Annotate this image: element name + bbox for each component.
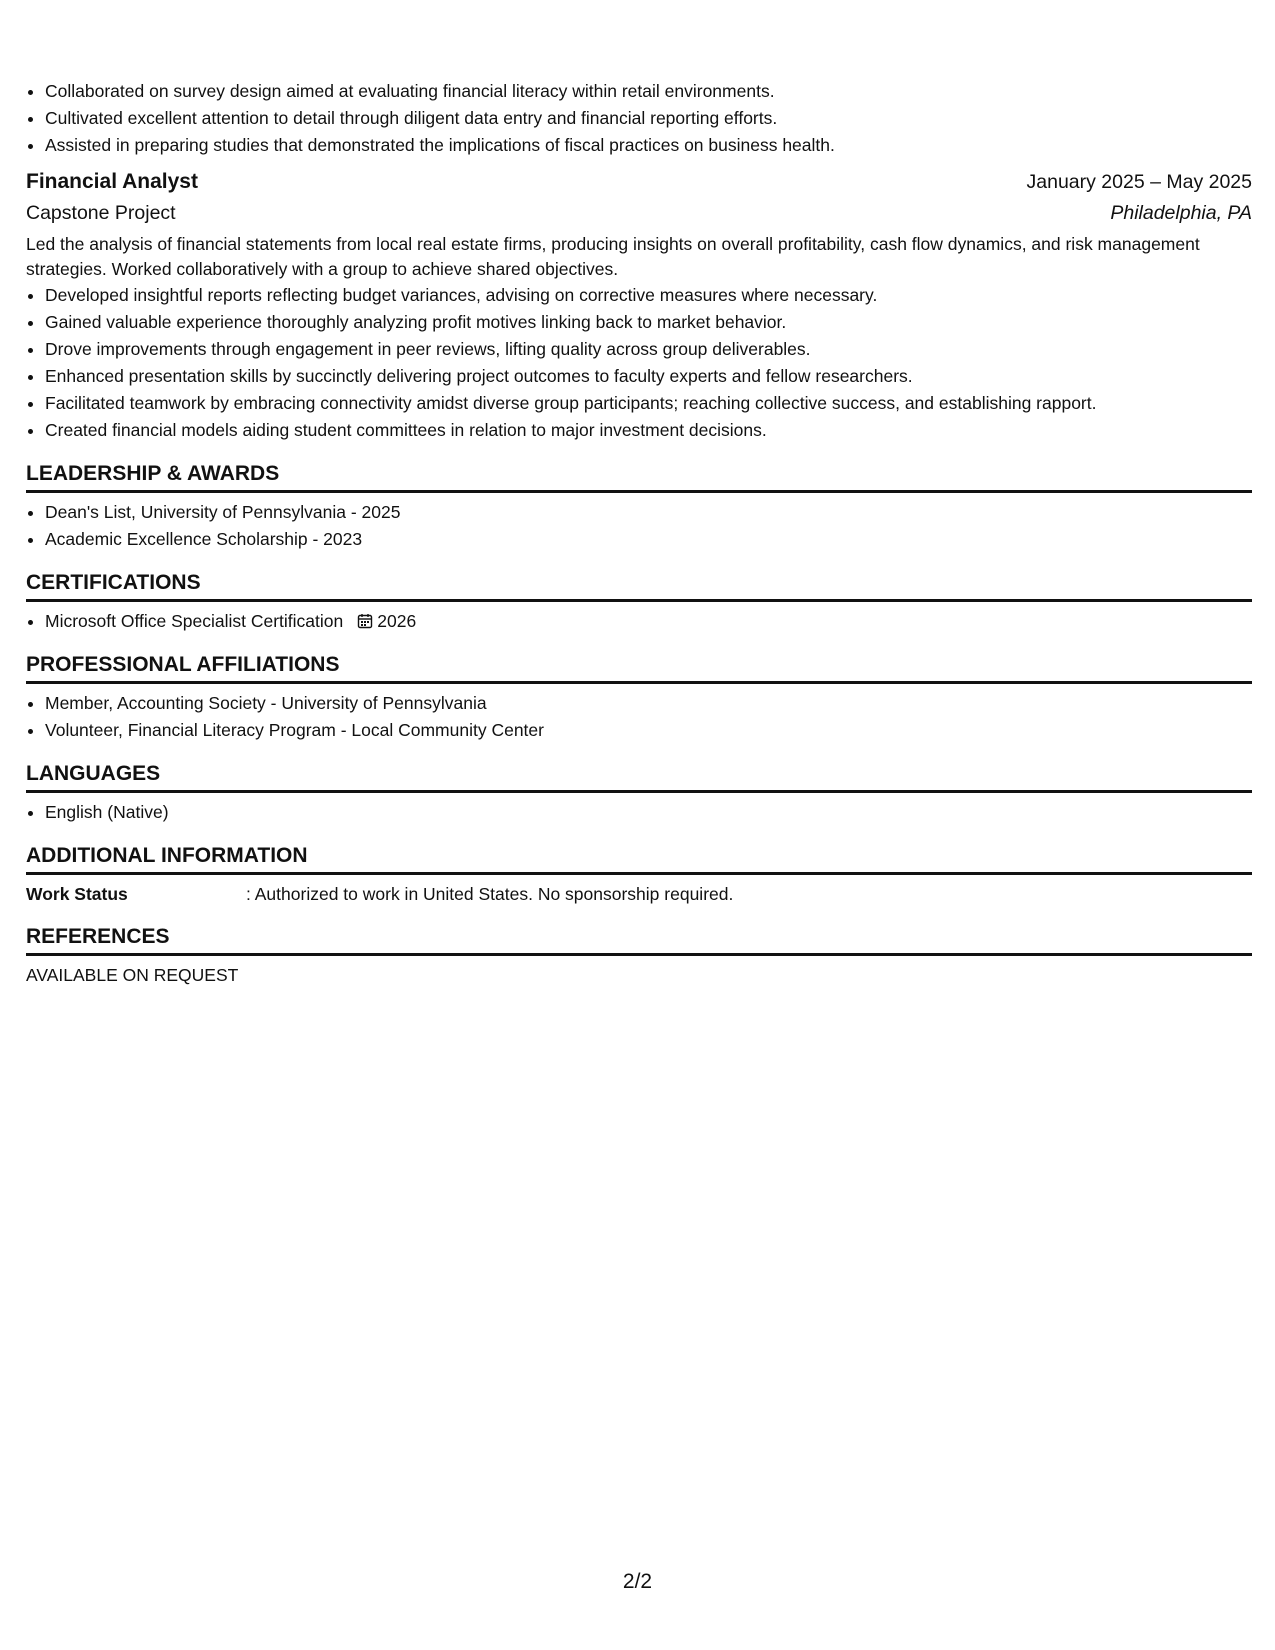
section-heading: LANGUAGES: [26, 762, 1252, 793]
list-item: [45, 608, 1252, 635]
section-heading: PROFESSIONAL AFFILIATIONS: [26, 653, 1252, 684]
section-heading: ADDITIONAL INFORMATION: [26, 844, 1252, 875]
languages-section: [26, 762, 1252, 826]
job-bullet-list: [26, 282, 1252, 444]
references-section: [26, 925, 1252, 988]
list-item: • Developed insightful reports reflecting budget variances, advising on corrective measures where necessary.: [45, 282, 1252, 309]
list-item: • Academic Excellence Scholarship - 2023: [45, 526, 1252, 553]
references-text: AVAILABLE ON REQUEST: [26, 965, 239, 985]
list-item: • Member, Accounting Society - University of Pennsylvania: [45, 690, 1252, 717]
list-item: • Assisted in preparing studies that demonstrated the implications of fiscal practices on business health.: [45, 132, 1252, 159]
certification-name: Microsoft Office Specialist Certification: [45, 611, 344, 631]
list-item: • Collaborated on survey design aimed at evaluating financial literacy within retail environments.: [45, 78, 1252, 105]
list-item: • Gained valuable experience thoroughly analyzing profit motives linking back to market behavior.: [45, 309, 1252, 336]
section-heading: REFERENCES: [26, 925, 1252, 956]
page-number: 2/2: [622, 1570, 653, 1593]
list-item: • Created financial models aiding student committees in relation to major investment decisions.: [45, 417, 1252, 444]
section-heading: LEADERSHIP & AWARDS: [26, 462, 1252, 493]
job-title: Financial Analyst: [26, 170, 198, 193]
info-row: [26, 881, 1252, 907]
list-item: • Facilitated teamwork by embracing connectivity amidst diverse group participants; reaching collective success, and establishing rapport.: [45, 390, 1252, 417]
job-location: Philadelphia, PA: [1110, 202, 1252, 224]
info-value: : Authorized to work in United States. No sponsorship required.: [246, 884, 734, 904]
intro-bullet-list: [26, 78, 1252, 159]
additional-info-section: [26, 844, 1252, 907]
list-item: • Enhanced presentation skills by succinctly delivering project outcomes to faculty experts and fellow researchers.: [45, 363, 1252, 390]
section-heading: CERTIFICATIONS: [26, 571, 1252, 602]
list-item: • Volunteer, Financial Literacy Program - Local Community Center: [45, 717, 1252, 744]
calendar-icon: [357, 613, 373, 629]
affiliations-section: [26, 653, 1252, 744]
leadership-section: [26, 462, 1252, 553]
list-item: • Dean's List, University of Pennsylvania - 2025: [45, 499, 1252, 526]
job-dates: January 2025 – May 2025: [1026, 171, 1252, 193]
list-item: • Drove improvements through engagement in peer reviews, lifting quality across group deliverables.: [45, 336, 1252, 363]
list-item: • English (Native): [45, 799, 1252, 826]
job-organization: Capstone Project: [26, 202, 176, 224]
job-entry: [26, 167, 1252, 444]
job-description: Led the analysis of financial statements from local real estate firms, producing insights on overall profitability, cash flow dynamics, and risk management strategies. Worked collaboratively with a group to achieve shared objectives.: [26, 234, 1200, 279]
certifications-section: [26, 571, 1252, 635]
certification-year: 2026: [377, 611, 417, 631]
info-label: Work Status: [26, 884, 128, 904]
resume-page: [26, 78, 1252, 988]
list-item: • Cultivated excellent attention to detail through diligent data entry and financial reporting efforts.: [45, 105, 1252, 132]
